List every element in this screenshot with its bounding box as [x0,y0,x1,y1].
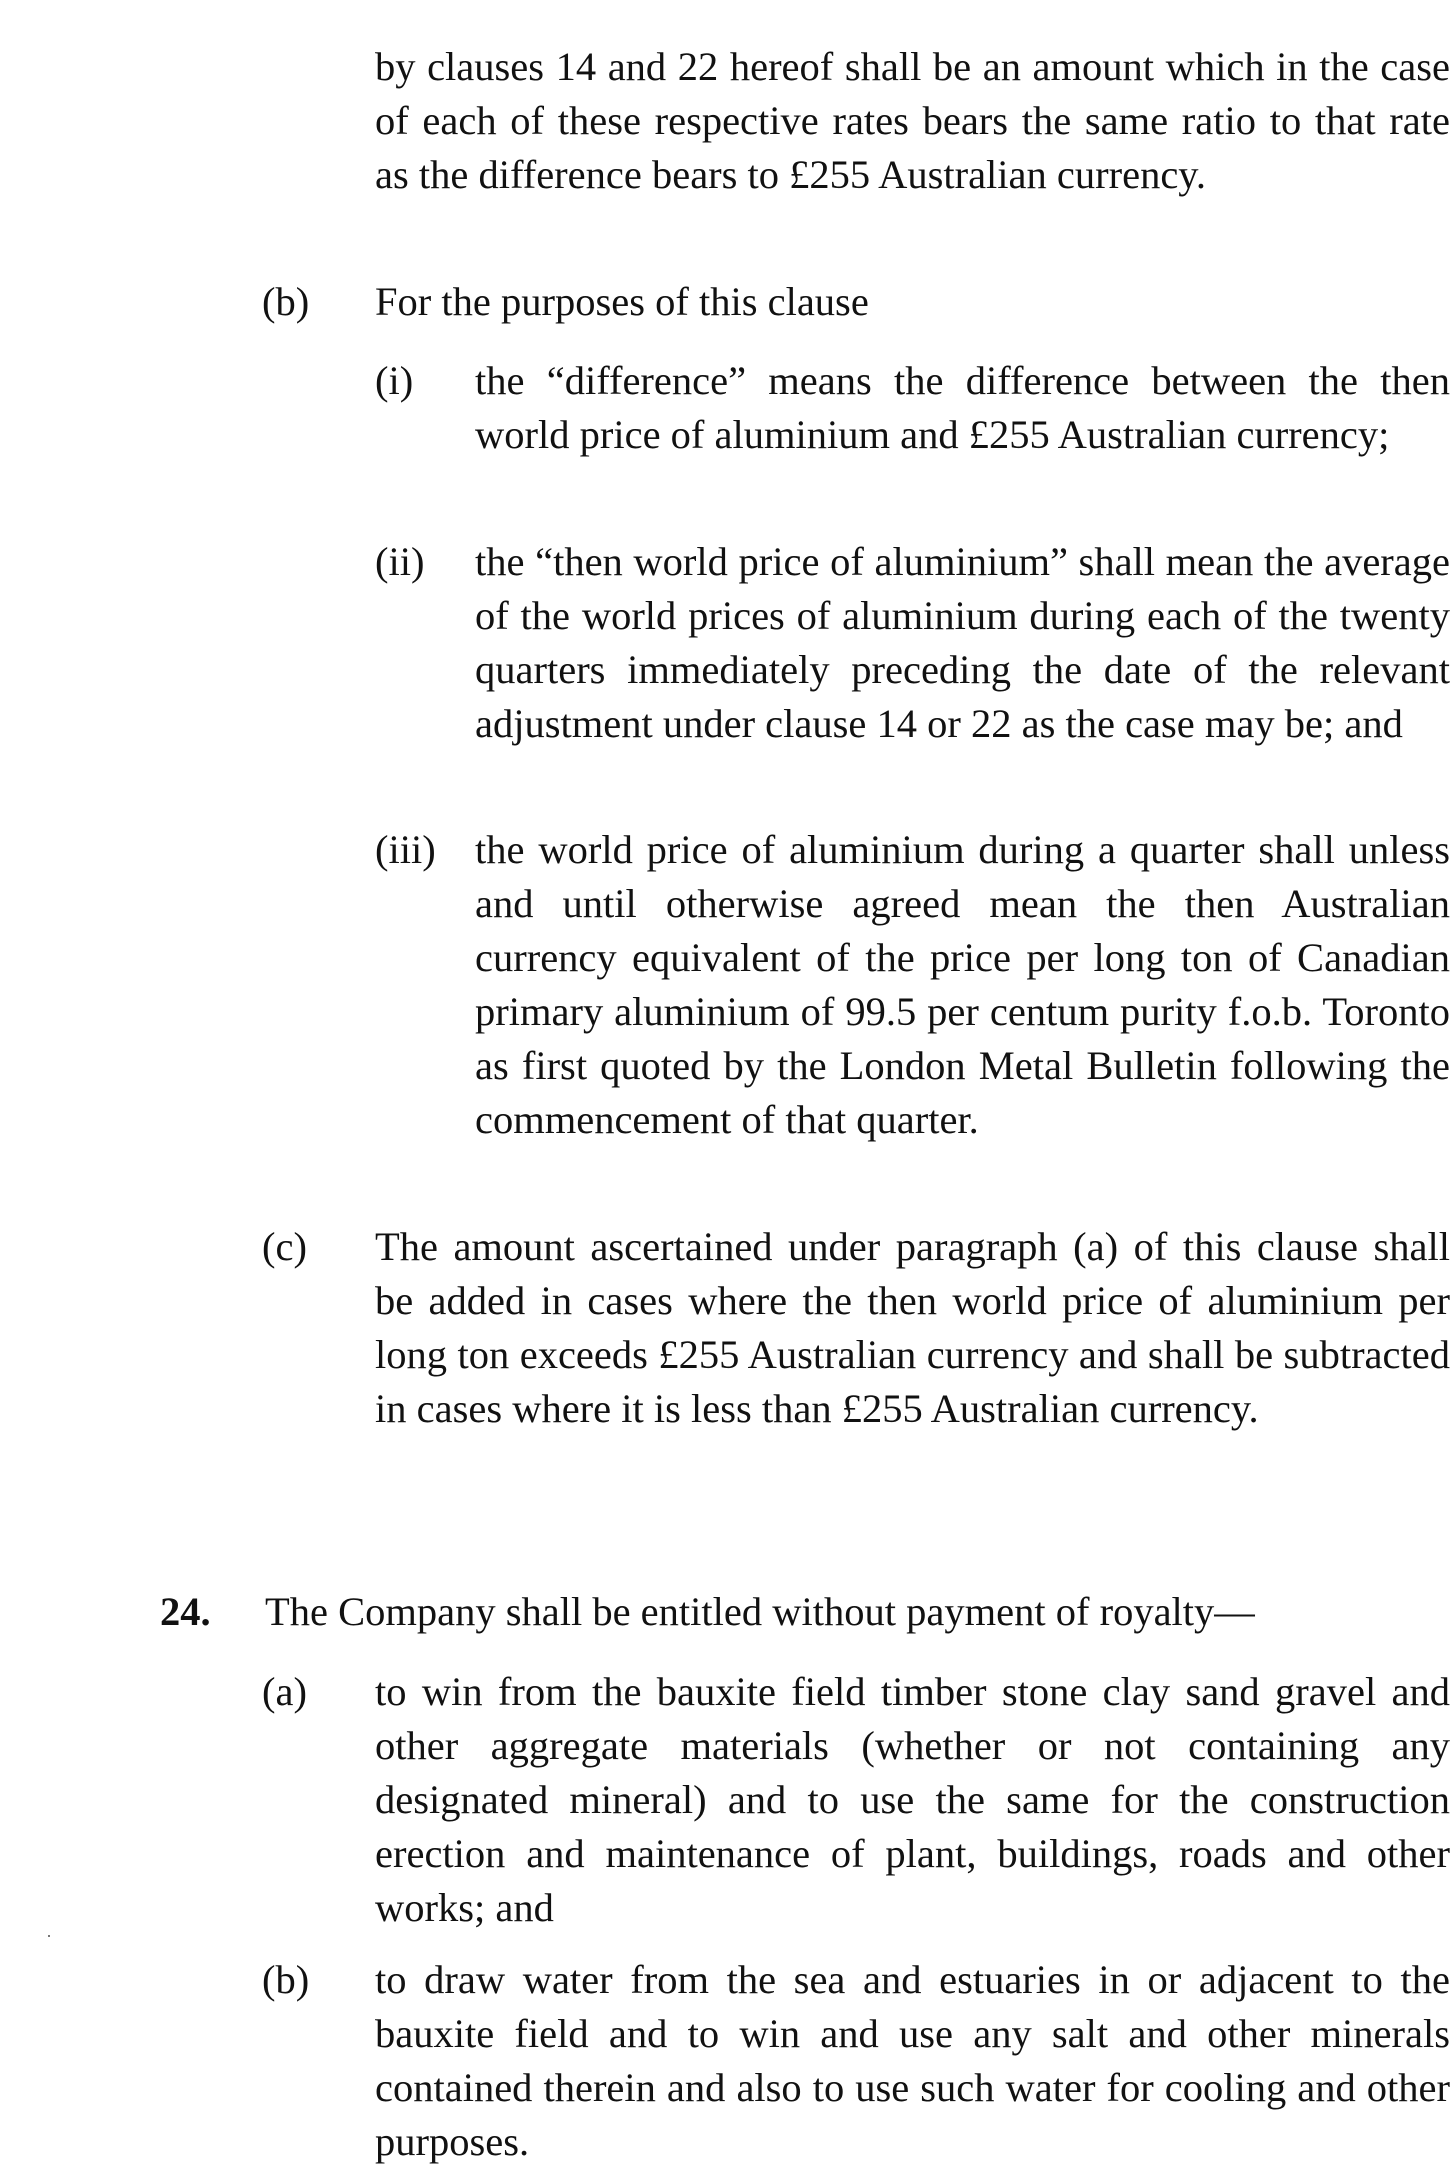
clause-23-b-text: For the purposes of this clause [375,279,869,324]
clause-24-number: 24. [160,1589,211,1634]
clause-23-b-i-text: the “difference” means the difference between the then world price of aluminium and £255 Australian currency; [475,358,1450,457]
clause-24-a-label: (a) [262,1669,307,1714]
clause-23-c-text: The amount ascertained under paragraph (a) of this clause shall be added in cases where the then world price of aluminium per long ton exceeds £255 Australian currency and shall be subtracted in cases where it is less than £255 Australian currency. [375,1224,1450,1431]
clause-24-b-label: (b) [262,1957,310,2002]
clause-24-a-text: to win from the bauxite field timber stone clay sand gravel and other aggregate materials (whether or not containing any designated mineral) and to use the same for the construction erection and maintenance of plant, buildings, roads and other works; and [375,1669,1450,1930]
margin-mark [48,1935,50,1937]
clause-24-b-text: to draw water from the sea and estuaries in or adjacent to the bauxite field and to win and use any salt and other minerals contained therein and also to use such water for cooling and other purposes. [375,1957,1450,2164]
clause-23-b-ii-text: the “then world price of aluminium” shall mean the average of the world prices of aluminium during each of the twenty quarters immediately preceding the date of the relevant adjustment under clause 14 or 22 as the case may be; and [475,539,1450,746]
continuation-paragraph: by clauses 14 and 22 hereof shall be an amount which in the case of each of these respective rates bears the same ratio to that rate as the difference bears to £255 Australian currency. [375,44,1450,197]
clause-23-b-i-label: (i) [375,358,414,403]
clause-23-c-label: (c) [262,1224,307,1269]
clause-23-b-label: (b) [262,279,310,324]
clause-23-b-ii-label: (ii) [375,539,425,584]
clause-23-b-iii-text: the world price of aluminium during a quarter shall unless and until otherwise agreed mean the then Australian currency equivalent of the price per long ton of Canadian primary aluminium of 99.5 per centum purity f.o.b. Toronto as first quoted by the London Metal Bulletin following the commencement of that quarter. [475,827,1450,1142]
clause-24-intro: The Company shall be entitled without payment of royalty— [265,1589,1255,1634]
clause-23-b-iii-label: (iii) [375,827,436,872]
